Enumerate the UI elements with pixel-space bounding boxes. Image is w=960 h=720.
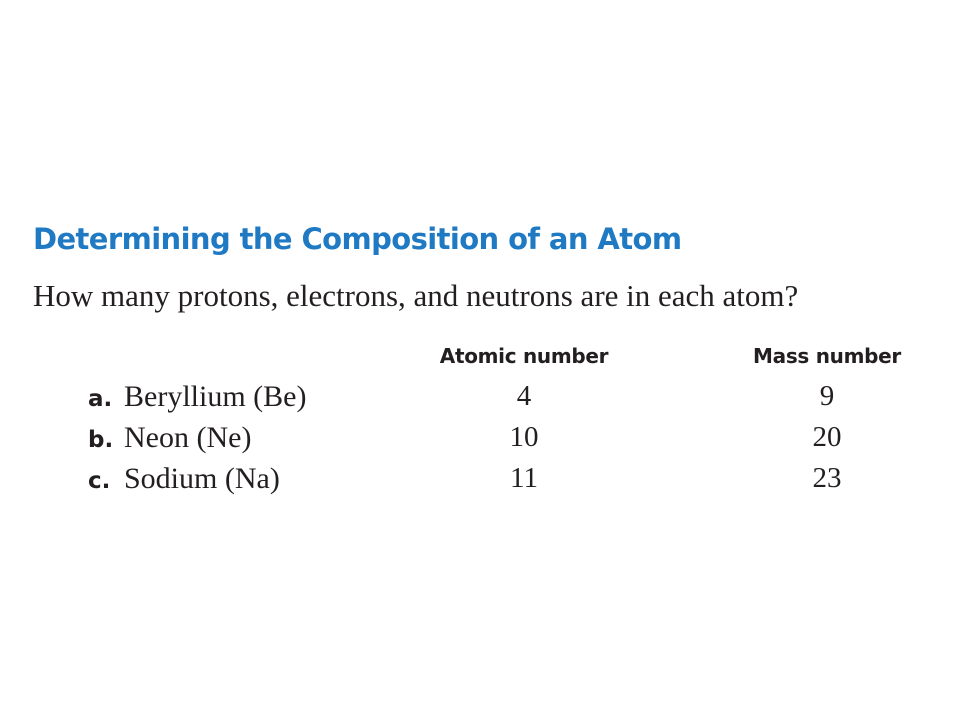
atomic-number-cell: 11 [510, 462, 538, 494]
page-title: Determining the Composition of an Atom [33, 222, 682, 256]
row-label [88, 380, 306, 414]
atomic-number-cell: 10 [509, 421, 539, 453]
row-label [88, 421, 251, 455]
header-atomic-number: Atomic number [439, 344, 609, 368]
atomic-number-cell: 4 [516, 380, 532, 412]
question-text: How many protons, electrons, and neutrons are in each atom? [33, 278, 799, 313]
mass-number-cell: 23 [812, 462, 842, 494]
row-letter: b. [88, 427, 114, 453]
table-row [0, 421, 960, 463]
table-row [0, 462, 960, 504]
mass-number-cell: 9 [819, 380, 835, 412]
row-letter: a. [88, 386, 113, 412]
row-letter: c. [88, 468, 111, 494]
table-row [0, 380, 960, 422]
row-label [88, 462, 280, 496]
element-name: Sodium (Na) [124, 462, 280, 495]
mass-number-cell: 20 [812, 421, 842, 453]
element-name: Neon (Ne) [124, 421, 252, 454]
element-name: Beryllium (Be) [124, 380, 307, 413]
header-mass-number: Mass number [753, 344, 901, 368]
